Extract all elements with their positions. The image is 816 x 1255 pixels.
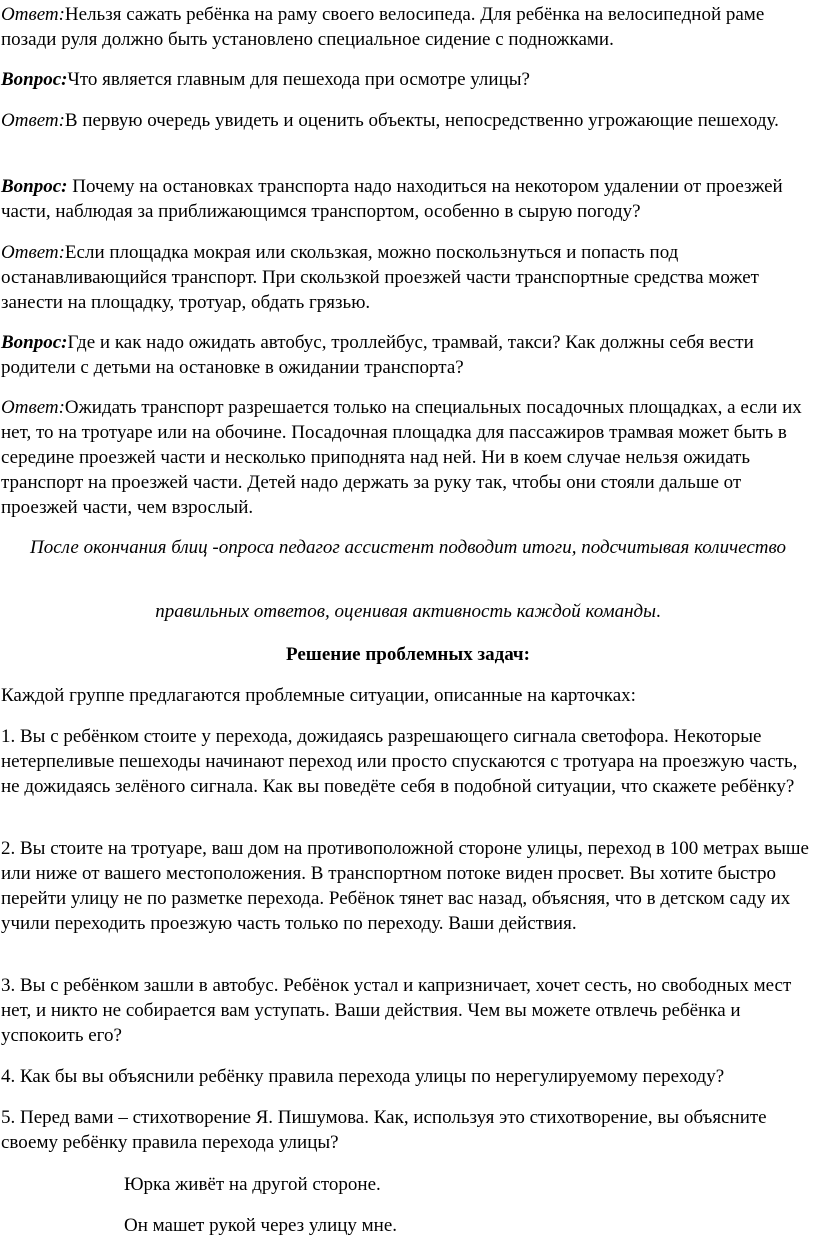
intro-text: Каждой группе предлагаются проблемные ситуации, описанные на карточках: [1, 685, 636, 706]
task-item: 4. Как бы вы объяснили ребёнку правила перехода улицы по нерегулируемому переходу? [1, 1066, 725, 1087]
poem-line: Он машет рукой через улицу мне. [124, 1215, 398, 1236]
question-paragraph [1, 67, 813, 92]
question-text: Что является главным для пешехода при осмотре улицы? [67, 69, 530, 90]
task-item: 5. Перед вами – стихотворение Я. Пишумова. Как, используя это стихотворение, вы объясните своему ребёнку правила перехода улицы? [1, 1107, 767, 1153]
question-paragraph [1, 330, 813, 380]
task-item: 2. Вы стоите на тротуаре, ваш дом на противоположной стороне улицы, переход в 100 метрах выше или ниже от вашего местоположения. В транспортном потоке виден просвет. Вы хотите быстро перейти улицу не по разметке перехода. Ребёнок тянет вас назад, объясняя, что в детском саду их учили переходить проезжую часть только по переходу. Ваши действия. [1, 838, 809, 934]
poem-line: Юрка живёт на другой стороне. [124, 1174, 381, 1195]
summary-line-2-text: правильных ответов, оценивая активность каждой команды [155, 601, 657, 622]
question-label: Вопрос: [1, 176, 68, 197]
task-item: 1. Вы с ребёнком стоите у перехода, дожидаясь разрешающего сигнала светофора. Некоторые нетерпеливые пешеходы начинают переход или просто спускаются с тротуара на проезжую часть, не дожидаясь зелёного сигнала. Как вы поведёте себя в подобной ситуации, что скажете ребёнку? [1, 726, 798, 797]
answer-paragraph [1, 108, 813, 133]
question-label: Вопрос: [1, 69, 68, 90]
question-label: Вопрос: [1, 332, 68, 353]
answer-text: Ожидать транспорт разрешается только на специальных посадочных площадках, а если их нет, то на тротуаре или на обочине. Посадочная площадка для пассажиров трамвая может быть в середине проезжей части и несколько приподнята над ней. Ни в коем случае нельзя ожидать транспорт на проезжей части. Детей надо держать за руку так, чтобы они стояли дальше от проезжей части, чем взрослый. [1, 397, 802, 518]
answer-label: Ответ: [1, 397, 65, 418]
summary-line-2 [0, 599, 816, 624]
task-item: 3. Вы с ребёнком зашли в автобус. Ребёнок устал и капризничает, хочет сесть, но свободных мест нет, и никто не собирается вам уступать. Ваши действия. Чем вы можете отвлечь ребёнка и успокоить его? [1, 975, 792, 1046]
answer-paragraph [1, 2, 813, 52]
answer-label: Ответ: [1, 242, 65, 263]
answer-text: Если площадка мокрая или скользкая, можно поскользнуться и попасть под останавливающийся транспорт. При скользкой проезжей части транспортные средства может занести на площадку, тротуар, обдать грязью. [1, 242, 759, 313]
question-text: Почему на остановках транспорта надо находиться на некотором удалении от проезжей части, наблюдая за приближающимся транспортом, особенно в сырую погоду? [1, 176, 783, 222]
answer-text: В первую очередь увидеть и оценить объекты, непосредственно угрожающие пешеходу. [64, 110, 779, 131]
answer-paragraph [1, 240, 813, 315]
answer-paragraph [1, 395, 813, 520]
question-text: Где и как надо ожидать автобус, троллейбус, трамвай, такси? Как должны себя вести родители с детьми на остановке в ожидании транспорта? [1, 332, 754, 378]
answer-label: Ответ: [1, 110, 65, 131]
answer-text: Нельзя сажать ребёнка на раму своего велосипеда. Для ребёнка на велосипедной раме позади руля должно быть установлено специальное сидение с подножками. [1, 4, 765, 50]
section-heading: Решение проблемных задач: [286, 644, 530, 665]
summary-period: . [656, 601, 661, 622]
answer-label: Ответ: [1, 4, 65, 25]
question-paragraph [1, 174, 813, 224]
summary-line-1: После окончания блиц -опроса педагог ассистент подводит итоги, подсчитывая количество [30, 537, 786, 558]
